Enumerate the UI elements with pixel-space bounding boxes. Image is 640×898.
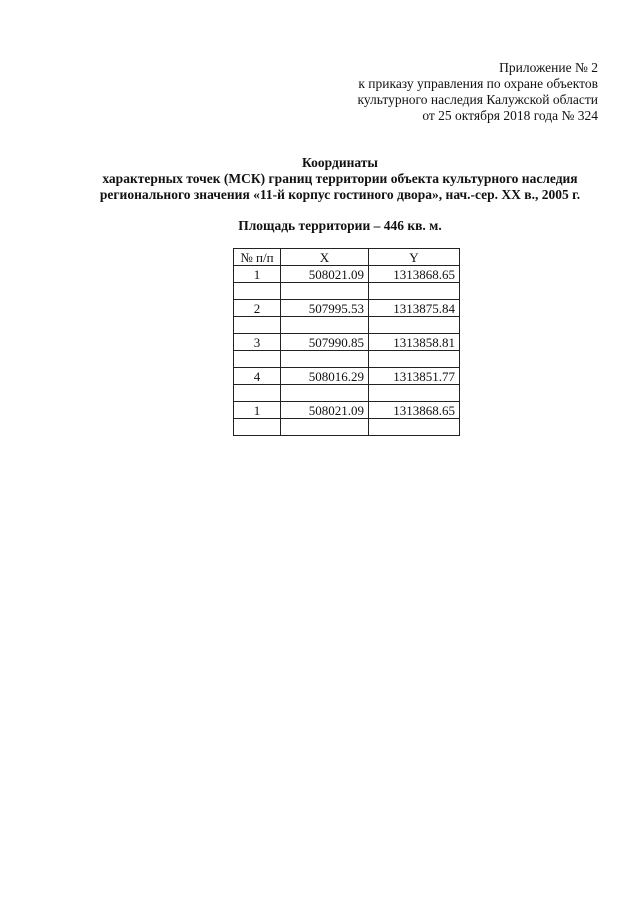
header-x: X (281, 249, 369, 266)
cell-y (369, 385, 460, 402)
cell-y: 1313851.77 (369, 368, 460, 385)
document-title (0, 155, 640, 203)
appendix-line: культурного наследия Калужской области (357, 92, 598, 107)
cell-number (234, 283, 281, 300)
cell-number: 2 (234, 300, 281, 317)
table-row (234, 419, 460, 436)
cell-number (234, 317, 281, 334)
cell-y (369, 283, 460, 300)
coordinates-table (233, 248, 460, 436)
header-number: № п/п (234, 249, 281, 266)
appendix-line: к приказу управления по охране объектов (358, 76, 598, 91)
cell-y: 1313875.84 (369, 300, 460, 317)
appendix-line: Приложение № 2 (499, 60, 598, 75)
cell-number (234, 419, 281, 436)
cell-number: 1 (234, 402, 281, 419)
header-y: Y (369, 249, 460, 266)
cell-number: 3 (234, 334, 281, 351)
cell-x: 508016.29 (281, 368, 369, 385)
cell-x (281, 385, 369, 402)
cell-number: 1 (234, 266, 281, 283)
cell-x (281, 351, 369, 368)
cell-y (369, 351, 460, 368)
cell-number (234, 351, 281, 368)
table-row (234, 317, 460, 334)
table-row (234, 300, 460, 317)
cell-x: 507990.85 (281, 334, 369, 351)
table-row (234, 368, 460, 385)
table-row (234, 266, 460, 283)
cell-x: 507995.53 (281, 300, 369, 317)
cell-y (369, 317, 460, 334)
table-row (234, 283, 460, 300)
title-line: Координаты (302, 155, 378, 170)
table-row (234, 385, 460, 402)
cell-y: 1313868.65 (369, 402, 460, 419)
cell-x: 508021.09 (281, 402, 369, 419)
cell-x (281, 317, 369, 334)
cell-y: 1313858.81 (369, 334, 460, 351)
appendix-header (357, 60, 598, 124)
cell-x: 508021.09 (281, 266, 369, 283)
title-line: характерных точек (МСК) границ территории объекта культурного наследия (102, 171, 578, 186)
cell-y: 1313868.65 (369, 266, 460, 283)
table-row (234, 402, 460, 419)
table-row (234, 334, 460, 351)
territory-area: Площадь территории – 446 кв. м. (238, 218, 442, 233)
appendix-line: от 25 октября 2018 года № 324 (422, 108, 598, 123)
table-row (234, 351, 460, 368)
table-header-row (234, 249, 460, 266)
cell-x (281, 283, 369, 300)
cell-y (369, 419, 460, 436)
cell-number: 4 (234, 368, 281, 385)
cell-number (234, 385, 281, 402)
cell-x (281, 419, 369, 436)
title-line: регионального значения «11-й корпус гостиного двора», нач.-сер. XX в., 2005 г. (99, 187, 581, 202)
